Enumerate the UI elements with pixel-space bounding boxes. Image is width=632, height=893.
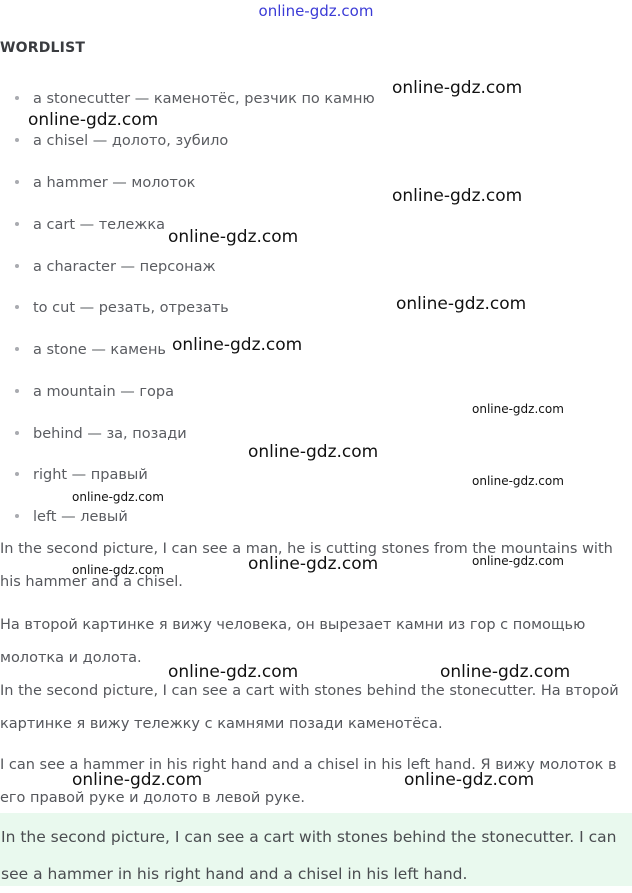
wordlist-item-text: behind — за, позади bbox=[33, 426, 187, 442]
bullet-icon bbox=[15, 264, 19, 268]
watermark: online-gdz.com bbox=[472, 402, 564, 416]
watermark: online-gdz.com bbox=[72, 563, 164, 577]
wordlist-item bbox=[15, 467, 148, 483]
answer-box bbox=[0, 813, 632, 886]
watermark: online-gdz.com bbox=[72, 490, 164, 504]
bullet-icon bbox=[15, 431, 19, 435]
watermark: online-gdz.com bbox=[472, 474, 564, 488]
wordlist-item bbox=[15, 342, 166, 358]
answer-text: In the second picture, I can see a cart with stones behind the stonecutter. I can see a hammer in his right hand and a chisel in his left hand. bbox=[1, 828, 617, 883]
watermark: online-gdz.com bbox=[168, 227, 299, 247]
wordlist-item-text: left — левый bbox=[33, 509, 128, 525]
watermark: online-gdz.com bbox=[72, 770, 203, 790]
watermark: online-gdz.com bbox=[28, 110, 159, 130]
wordlist-item-text: to cut — резать, отрезать bbox=[33, 300, 229, 316]
watermark: online-gdz.com bbox=[392, 186, 523, 206]
site-watermark-top: online-gdz.com bbox=[258, 2, 374, 20]
wordlist-item bbox=[15, 133, 228, 149]
wordlist-item bbox=[15, 509, 128, 525]
wordlist-item-text: a stone — камень bbox=[33, 342, 166, 358]
bullet-icon bbox=[15, 305, 19, 309]
example-paragraph: In the second picture, I can see a cart with stones behind the stonecutter. На второй картинке я вижу тележку с камнями позади каменотёса. bbox=[0, 683, 619, 732]
watermark: online-gdz.com bbox=[248, 554, 379, 574]
wordlist-item-text: a stonecutter — каменотёс, резчик по камню bbox=[33, 91, 375, 107]
wordlist-item-text: a chisel — долото, зубило bbox=[33, 133, 229, 149]
wordlist-heading: WORDLIST bbox=[0, 40, 86, 56]
wordlist-item-text: a character — персонаж bbox=[33, 259, 216, 275]
bullet-icon bbox=[15, 472, 19, 476]
watermark: online-gdz.com bbox=[396, 294, 527, 314]
watermark: online-gdz.com bbox=[392, 78, 523, 98]
wordlist-item bbox=[15, 175, 195, 191]
wordlist-item-text: right — правый bbox=[33, 467, 148, 483]
watermark: online-gdz.com bbox=[440, 662, 571, 682]
wordlist-item bbox=[15, 300, 229, 316]
wordlist-item-text: a mountain — гора bbox=[33, 384, 174, 400]
watermark: online-gdz.com bbox=[168, 662, 299, 682]
wordlist-item-text: a hammer — молоток bbox=[33, 175, 196, 191]
watermark: online-gdz.com bbox=[172, 335, 303, 355]
wordlist-item-text: a cart — тележка bbox=[33, 217, 165, 233]
watermark: online-gdz.com bbox=[404, 770, 535, 790]
wordlist-item bbox=[15, 259, 216, 275]
watermark: online-gdz.com bbox=[248, 442, 379, 462]
example-paragraph: In the second picture, I can see a man, he is cutting stones from the mountains with his hammer and a chisel. bbox=[0, 541, 613, 590]
bullet-icon bbox=[15, 347, 19, 351]
bullet-icon bbox=[15, 389, 19, 393]
wordlist-item bbox=[15, 426, 187, 442]
wordlist-item bbox=[15, 217, 165, 233]
bullet-icon bbox=[15, 96, 19, 100]
wordlist-item bbox=[15, 384, 174, 400]
translation-paragraph: На второй картинке я вижу человека, он вырезает камни из гор с помощью молотка и долота. bbox=[0, 617, 586, 666]
watermark: online-gdz.com bbox=[472, 554, 564, 568]
bullet-icon bbox=[15, 138, 19, 142]
bullet-icon bbox=[15, 222, 19, 226]
wordlist-item bbox=[15, 91, 375, 107]
bullet-icon bbox=[15, 514, 19, 518]
example-paragraph: I can see a hammer in his right hand and a chisel in his left hand. Я вижу молоток в его правой руке и долото в левой руке. bbox=[0, 757, 617, 806]
bullet-icon bbox=[15, 180, 19, 184]
